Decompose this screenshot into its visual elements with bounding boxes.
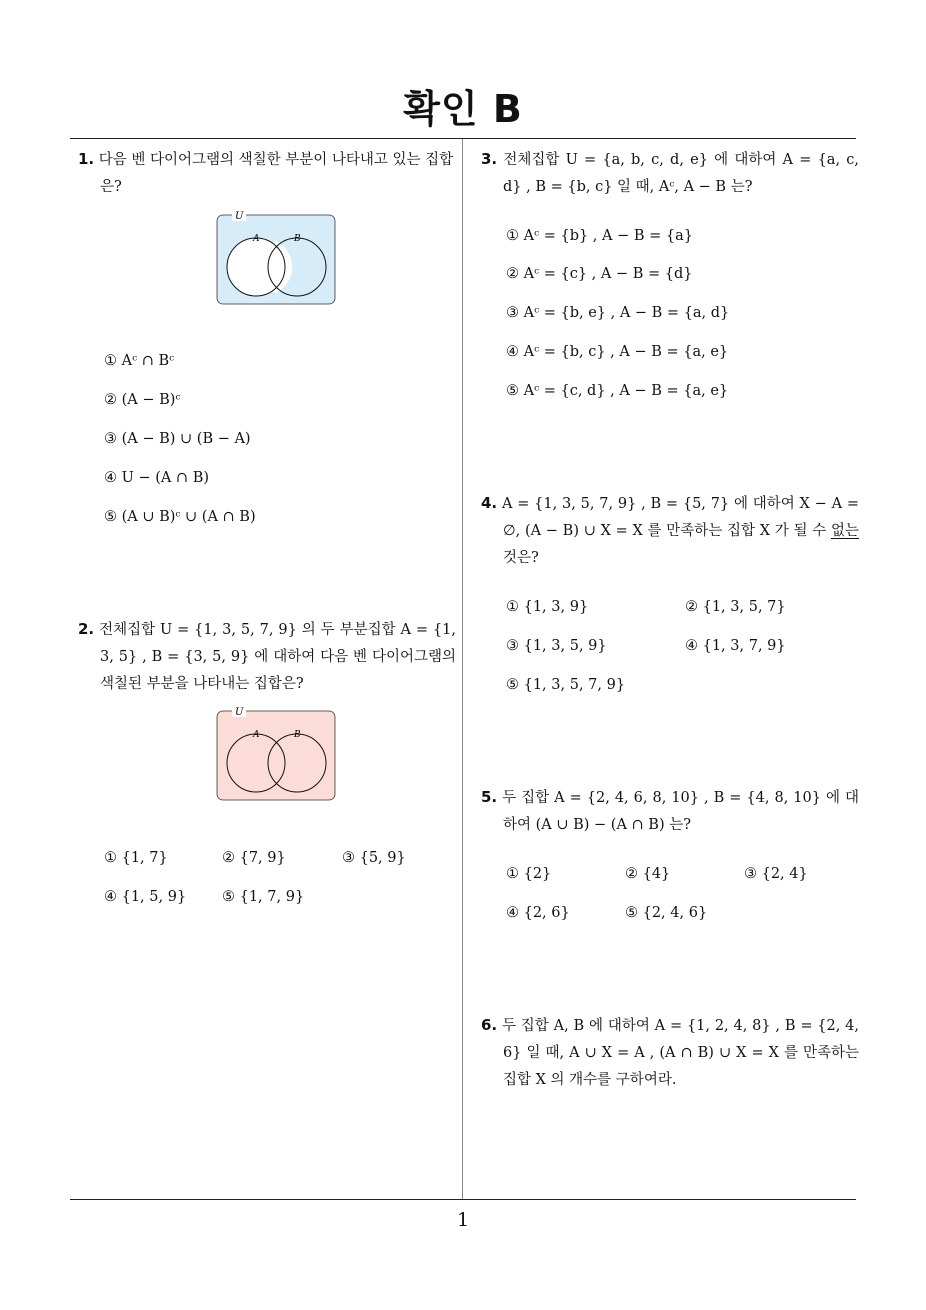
question-2-stem-block <box>78 616 456 698</box>
question-5-stem: 두 집합 A = {2, 4, 6, 8, 10} , B = {4, 8, 10} 에 대하여 (A ∪ B) − (A ∩ B) 는? <box>502 790 859 833</box>
top-rule <box>70 138 856 139</box>
q2-option-2[interactable]: ② {7, 9} <box>222 850 286 866</box>
venn-1-label-a: A <box>253 234 260 244</box>
page-title: 확인 B <box>403 87 523 131</box>
q2-option-5[interactable]: ⑤ {1, 7, 9} <box>222 889 305 905</box>
question-3-number: 3. <box>481 150 498 168</box>
q5-option-4[interactable]: ④ {2, 6} <box>506 905 570 921</box>
question-4-stem: A = {1, 3, 5, 7, 9} , B = {5, 7} 에 대하여 X − A = ∅, (A − B) ∪ X = X 를 만족하는 집합 X 가 될 수 <box>501 496 859 539</box>
q4-option-3[interactable]: ③ {1, 3, 5, 9} <box>506 638 607 654</box>
q4-option-2[interactable]: ② {1, 3, 5, 7} <box>685 599 786 615</box>
question-2-number: 2. <box>78 620 95 638</box>
q2-option-1[interactable]: ① {1, 7} <box>104 850 168 866</box>
venn-2-label-u: U <box>235 707 244 718</box>
q3-option-5[interactable]: ⑤ Aᶜ = {c, d} , A − B = {a, e} <box>506 383 729 399</box>
q5-option-2[interactable]: ② {4} <box>625 866 671 882</box>
q1-option-4[interactable]: ④ U − (A ∩ B) <box>104 470 210 486</box>
q4-option-5[interactable]: ⑤ {1, 3, 5, 7, 9} <box>506 677 626 693</box>
q5-option-1[interactable]: ① {2} <box>506 866 552 882</box>
venn-diagram-2 <box>216 705 337 802</box>
q2-option-3[interactable]: ③ {5, 9} <box>342 850 406 866</box>
question-6-stem-block <box>481 1012 859 1094</box>
question-4 <box>481 490 859 572</box>
question-5-number: 5. <box>481 788 498 806</box>
column-divider <box>462 139 463 1199</box>
question-2-stem: 전체집합 U = {1, 3, 5, 7, 9} 의 두 부분집합 A = {1, 3, 5} , B = {3, 5, 9} 에 대하여 다음 벤 다이어그램의 색칠된 부분을 나타내는 집합은? <box>99 622 457 692</box>
q5-option-3[interactable]: ③ {2, 4} <box>744 866 808 882</box>
question-4-number: 4. <box>481 494 498 512</box>
question-1-number: 1. <box>78 150 95 168</box>
q5-option-5[interactable]: ⑤ {2, 4, 6} <box>625 905 708 921</box>
venn-2-universe <box>217 711 335 800</box>
q1-option-2[interactable]: ② (A − B)ᶜ <box>104 392 181 408</box>
question-3 <box>481 146 859 201</box>
venn-diagram-1 <box>216 209 337 306</box>
venn-1-label-b: B <box>294 234 301 244</box>
question-1-stem: 다음 벤 다이어그램의 색칠한 부분이 나타내고 있는 집합은? <box>98 152 454 195</box>
q3-option-1[interactable]: ① Aᶜ = {b} , A − B = {a} <box>506 228 693 244</box>
question-1 <box>78 146 456 201</box>
q2-option-4[interactable]: ④ {1, 5, 9} <box>104 889 187 905</box>
q3-option-2[interactable]: ② Aᶜ = {c} , A − B = {d} <box>506 266 693 282</box>
venn-2-label-a: A <box>253 730 260 740</box>
page-number: 1 <box>456 1209 470 1231</box>
q1-option-5[interactable]: ⑤ (A ∪ B)ᶜ ∪ (A ∩ B) <box>104 509 256 525</box>
question-6-number: 6. <box>481 1016 498 1034</box>
q1-option-3[interactable]: ③ (A − B) ∪ (B − A) <box>104 431 251 447</box>
question-4-stem-end: 것은? <box>503 550 539 566</box>
question-4-stem-block <box>481 490 859 572</box>
question-3-stem: 전체집합 U = {a, b, c, d, e} 에 대하여 A = {a, c, d} , B = {b, c} 일 때, Aᶜ, A − B 는? <box>503 152 859 195</box>
question-2 <box>78 616 456 698</box>
question-6 <box>481 1012 859 1094</box>
venn-2-label-b: B <box>294 730 301 740</box>
q3-option-3[interactable]: ③ Aᶜ = {b, e} , A − B = {a, d} <box>506 305 730 321</box>
question-3-stem-block <box>481 146 859 201</box>
venn-1-label-u: U <box>235 211 244 222</box>
bottom-rule <box>70 1199 856 1200</box>
question-4-stem-underlined: 없는 <box>831 523 860 539</box>
question-1-stem-block <box>78 146 456 201</box>
q1-option-1[interactable]: ① Aᶜ ∩ Bᶜ <box>104 353 175 369</box>
q3-option-4[interactable]: ④ Aᶜ = {b, c} , A − B = {a, e} <box>506 344 729 360</box>
q4-option-4[interactable]: ④ {1, 3, 7, 9} <box>685 638 786 654</box>
question-6-stem: 두 집합 A, B 에 대하여 A = {1, 2, 4, 8} , B = {2, 4, 6} 일 때, A ∪ X = A , (A ∩ B) ∪ X = X 를 만족하는 집합 X 의 개수를 구하여라. <box>501 1018 860 1088</box>
question-5 <box>481 784 859 839</box>
q4-option-1[interactable]: ① {1, 3, 9} <box>506 599 589 615</box>
question-5-stem-block <box>481 784 859 839</box>
